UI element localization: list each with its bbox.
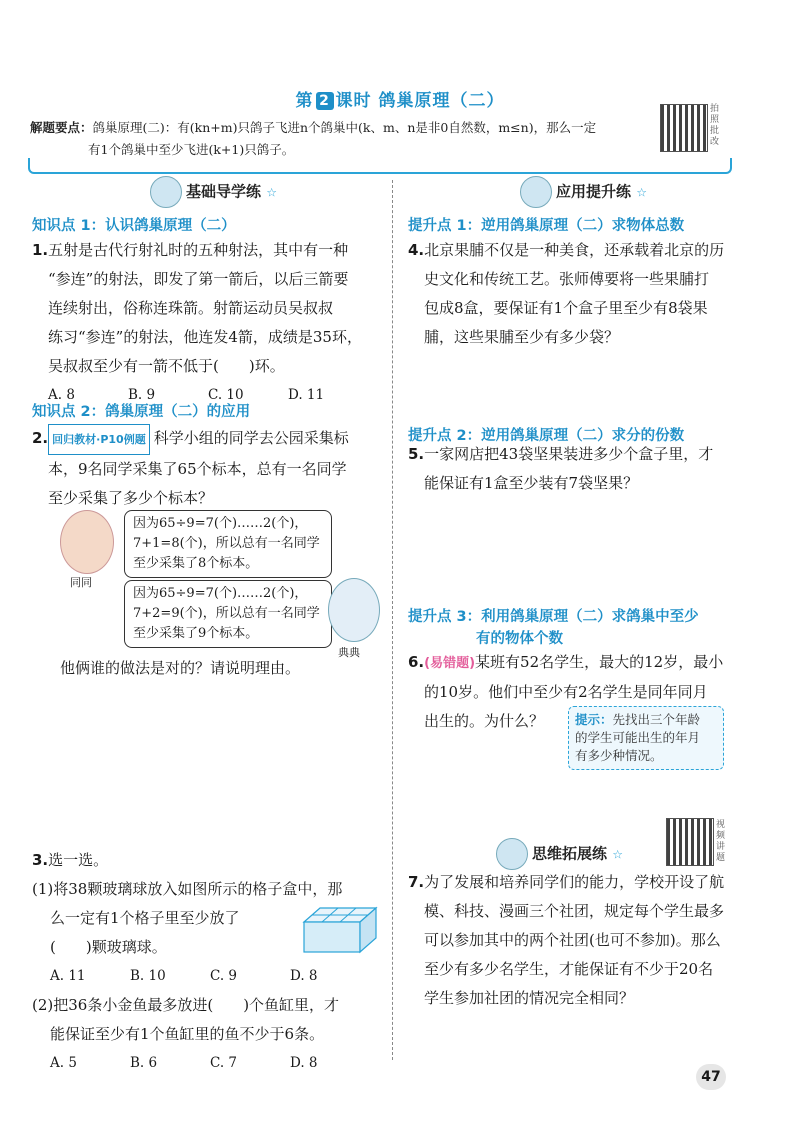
speech-bubble-2 [124, 580, 332, 648]
q7-line: 为了发展和培养同学们的能力，学校开设了航 [424, 873, 725, 891]
q7-line: 学生参加社团的情况完全相同？ [424, 989, 635, 1007]
question-4 [408, 236, 778, 352]
girl-avatar [60, 510, 114, 574]
girl-name: 同同 [70, 576, 92, 589]
q3-p1-line: (1)将38颗玻璃球放入如图所示的格子盒中，那 [32, 880, 343, 898]
option-d[interactable]: D. 8 [290, 968, 318, 984]
q3-p1-options [32, 962, 382, 991]
bubble1-line: 至少采集了8个标本。 [133, 556, 259, 571]
improve-point-3 [408, 606, 699, 650]
q2-line: 本，9名同学采集了65个标本，总有一名同学 [48, 460, 347, 478]
tip-line: 有多少种情况。 [575, 748, 663, 763]
bubble2-line: 至少采集了9个标本。 [133, 626, 259, 641]
key-points-line-1: 鸽巢原理(二)：有(kn+m)只鸽子飞进n个鸽巢中(k、m、n是非0自然数，m≤n)，那么一定 [92, 120, 597, 135]
q6-line: 某班有52名学生，最大的12岁，最小 [475, 653, 724, 671]
tip-line: 的学生可能出生的年月 [575, 730, 701, 745]
section-apply-title: 应用提升练 [556, 182, 632, 201]
option-c[interactable]: C. 7 [210, 1055, 238, 1071]
bubble2-line: 因为65÷9=7(个)……2(个)， [133, 586, 308, 601]
bubble2-line: 7+2=9(个)，所以总有一名同学 [133, 606, 320, 621]
tip-line: 先找出三个年龄 [612, 712, 701, 727]
improve-point-3-line: 有的物体个数 [476, 631, 563, 647]
section-extend-header [496, 838, 623, 870]
question-number: 4. [408, 241, 425, 259]
section-apply-header [520, 176, 647, 208]
q7-line: 模、科技、漫画三个社团，规定每个学生最多 [424, 902, 725, 920]
qr-label-video: 视频讲题 [716, 820, 726, 863]
tip-box [568, 706, 724, 770]
column-divider [392, 180, 393, 1060]
q6-line: 出生的。为什么？ [424, 712, 545, 730]
question-2 [32, 424, 382, 513]
title-number-badge: 2 [316, 92, 334, 110]
section-basic-title: 基础导学练 [186, 182, 262, 201]
q2-line: 科学小组的同学去公园采集标 [153, 429, 349, 447]
q3-p1-line: 么一定有1个格子里至少放了 [50, 909, 240, 927]
qr-label-grading: 拍照批改 [710, 104, 720, 147]
q3-title: 选一选。 [48, 851, 109, 869]
q5-line: 一家网店把43袋坚果装进多少个盒子里，才 [424, 445, 714, 463]
option-d[interactable]: D. 8 [290, 1055, 318, 1071]
improve-point-1: 提升点 1：逆用鸽巢原理（二）求物体总数 [408, 218, 685, 234]
option-a[interactable]: A. 5 [50, 1055, 77, 1071]
error-prone-tag: (易错题) [424, 656, 476, 671]
q1-line: 吴叔叔至少有一箭不低于( )环。 [48, 357, 285, 375]
option-c[interactable]: C. 9 [210, 968, 238, 984]
q5-line: 能保证有1盒至少装有7袋坚果？ [424, 474, 639, 492]
question-3 [32, 846, 382, 1078]
question-number: 3. [32, 851, 49, 869]
option-b[interactable]: B. 10 [130, 968, 166, 984]
option-c[interactable]: C. 10 [208, 387, 244, 403]
q4-line: 脯，这些果脯至少有多少袋？ [424, 328, 620, 346]
bubble1-line: 因为65÷9=7(个)……2(个)， [133, 516, 308, 531]
q6-line: 的10岁。他们中至少有2名学生是同年同月 [424, 683, 708, 701]
option-d[interactable]: D. 11 [288, 387, 325, 403]
q3-p2-line: (2)把36条小金鱼最多放进( )个鱼缸里，才 [32, 996, 340, 1014]
star-icon: ☆ [636, 185, 648, 200]
option-a[interactable]: A. 11 [50, 968, 86, 984]
knowledge-point-1: 知识点 1：认识鸽巢原理（二） [32, 218, 236, 234]
question-number: 2. [32, 429, 49, 447]
mascot-icon [520, 176, 552, 208]
q4-line: 北京果脯不仅是一种美食，还承载着北京的历 [424, 241, 725, 259]
question-5 [408, 440, 778, 498]
question-number: 1. [32, 241, 49, 259]
q1-line: 练习“参连”的射法，他连发4箭，成绩是35环， [48, 328, 362, 346]
q7-line: 可以参加其中的两个社团(也可不参加)。那么 [424, 931, 721, 949]
q4-line: 史文化和传统工艺。张师傅要将一些果脯打 [424, 270, 710, 288]
q3-p1-line: ( )颗玻璃球。 [50, 938, 167, 956]
q1-line: 五射是古代行射礼时的五种射法，其中有一种 [48, 241, 349, 259]
question-number: 7. [408, 873, 425, 891]
key-points-label: 解题要点： [30, 120, 93, 135]
option-a[interactable]: A. 8 [48, 387, 75, 403]
option-b[interactable]: B. 9 [128, 387, 156, 403]
title-prefix: 第 [295, 91, 314, 111]
boy-avatar [328, 578, 380, 642]
grid-box-figure [300, 904, 380, 956]
q1-line: “参连”的射法，即发了第一箭后，以后三箭要 [48, 270, 349, 288]
mascot-icon [496, 838, 528, 870]
q2-ask: 他俩谁的做法是对的？请说明理由。 [60, 659, 301, 677]
q7-line: 至少有多少名学生，才能保证有不少于20名 [424, 960, 714, 978]
key-points [30, 117, 640, 161]
q1-line: 连续射出，俗称连珠箭。射箭运动员吴叔叔 [48, 299, 334, 317]
star-icon: ☆ [266, 185, 278, 200]
textbook-tag: 回归教材·P10例题 [48, 424, 150, 455]
qr-code-icon[interactable] [660, 104, 708, 152]
question-1 [32, 236, 382, 410]
key-points-frame [28, 158, 732, 174]
tip-label: 提示： [575, 712, 613, 727]
boy-name: 典典 [338, 646, 360, 659]
section-basic-header [150, 176, 277, 208]
section-extend-title: 思维拓展练 [532, 844, 608, 863]
bubble1-line: 7+1=8(个)，所以总有一名同学 [133, 536, 320, 551]
q3-p2-line: 能保证至少有1个鱼缸里的鱼不少于6条。 [50, 1025, 325, 1043]
page-number: 47 [696, 1064, 726, 1090]
question-7 [408, 868, 778, 1013]
improve-point-2: 提升点 2：逆用鸽巢原理（二）求分的份数 [408, 428, 685, 444]
knowledge-point-2: 知识点 2：鸽巢原理（二）的应用 [32, 404, 251, 420]
key-points-line-2: 有1个鸽巢中至少飞进(k+1)只鸽子。 [88, 142, 295, 157]
q4-line: 包成8盒，要保证有1个盒子里至少有8袋果 [424, 299, 708, 317]
improve-point-3-line: 提升点 3：利用鸽巢原理（二）求鸽巢中至少 [408, 609, 699, 625]
mascot-icon [150, 176, 182, 208]
question-number: 6. [408, 653, 425, 671]
option-b[interactable]: B. 6 [130, 1055, 158, 1071]
q2-line: 至少采集了多少个标本？ [48, 489, 214, 507]
qr-code-icon[interactable] [666, 818, 714, 866]
star-icon: ☆ [612, 847, 624, 862]
q3-p2-options [32, 1049, 382, 1078]
speech-bubble-1 [124, 510, 332, 578]
question-number: 5. [408, 445, 425, 463]
title-text: 课时 鸽巢原理（二） [335, 91, 505, 111]
